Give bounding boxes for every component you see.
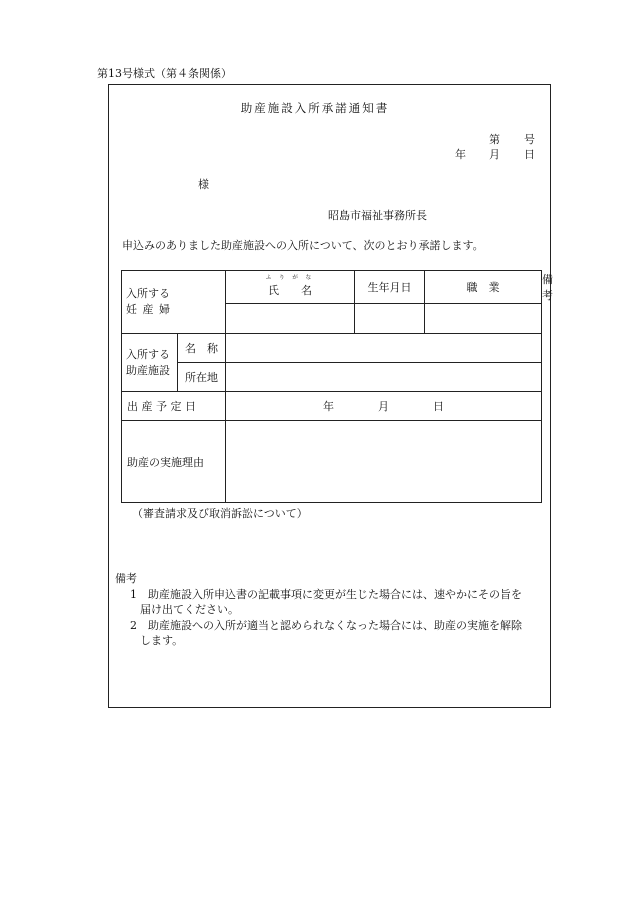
- date-day: 日: [524, 148, 535, 161]
- remark-1-line2: 届け出てください。: [140, 603, 239, 616]
- birthdate-header: 生年月日: [355, 271, 425, 304]
- pregnant-woman-label-cell: [122, 271, 226, 334]
- number-go: 号: [524, 133, 535, 146]
- name-header-cell: [226, 271, 355, 304]
- sender-name: 昭島市福祉事務所長: [328, 209, 427, 222]
- pregnant-label-line2: 妊 産 婦: [126, 303, 171, 316]
- name-header: 氏 名: [268, 284, 312, 298]
- name-value-cell[interactable]: [226, 304, 355, 334]
- facility-name-label: 名 称: [178, 334, 226, 363]
- remark-2-number: 2: [130, 619, 137, 632]
- facility-address-value[interactable]: [226, 363, 542, 392]
- recipient-suffix: 様: [198, 178, 209, 191]
- facility-label-line1: 入所する: [126, 347, 170, 361]
- remark-1-line1: 助産施設入所申込書の記載事項に変更が生じた場合には、速やかにその旨を: [148, 588, 522, 601]
- remarks-title: 備考: [115, 572, 137, 585]
- date-month: 月: [489, 148, 500, 161]
- due-date-value[interactable]: 年 月 日: [226, 392, 542, 421]
- occupation-header: 職 業: [425, 271, 542, 304]
- reason-label: 助産の実施理由: [122, 421, 226, 503]
- due-date-label: 出 産 予 定 日: [122, 392, 226, 421]
- furigana-label: ふ り が な: [265, 274, 315, 281]
- application-table: 入所する 妊 産 婦 ふ り が な 氏 名 生年月日 職 業 備 考 入所する 助産施設 名 称 所在地 出 産 予 定 日 年 月 日 助産の実施理由: [121, 270, 542, 503]
- facility-address-label: 所在地: [178, 363, 226, 392]
- facility-label-line2: 助産施設: [126, 363, 170, 377]
- birthdate-value-cell[interactable]: [355, 304, 425, 334]
- document-title: 助産施設入所承諾通知書: [240, 101, 390, 115]
- date-year: 年: [455, 148, 466, 161]
- form-number-label: 第13号様式（第４条関係）: [97, 67, 232, 80]
- pregnant-label-line1: 入所する: [126, 287, 170, 300]
- reason-value[interactable]: [226, 421, 542, 503]
- remark-item-2: [130, 618, 550, 648]
- remark-1-number: 1: [130, 588, 137, 601]
- review-note: （審査請求及び取消訴訟について）: [132, 507, 308, 520]
- remark-item-1: [130, 587, 550, 617]
- occupation-value-cell[interactable]: [425, 304, 542, 334]
- facility-name-value[interactable]: [226, 334, 542, 363]
- facility-label-cell: [122, 334, 178, 392]
- remark-2-line2: します。: [140, 634, 184, 647]
- number-dai: 第: [489, 133, 500, 146]
- remark-2-line1: 助産施設への入所が適当と認められなくなった場合には、助産の実施を解除: [148, 619, 522, 632]
- intro-text: 申込みのありました助産施設への入所について、次のとおり承諾します。: [122, 239, 484, 252]
